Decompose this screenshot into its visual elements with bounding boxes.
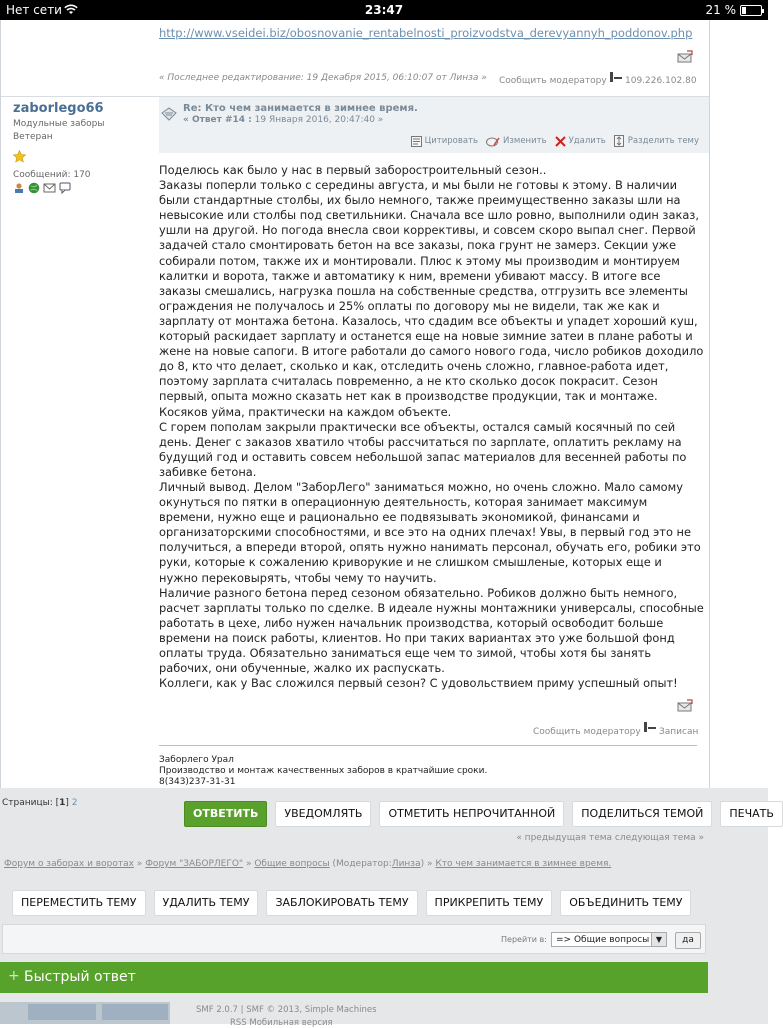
reply-button[interactable]: ОТВЕТИТЬ <box>184 801 267 827</box>
carrier-label: Нет сети <box>6 3 62 17</box>
ip-icon <box>609 71 623 83</box>
clock: 23:47 <box>364 3 404 17</box>
post-dateline <box>183 115 383 125</box>
profile-icon[interactable] <box>13 182 25 194</box>
moderator-prefix: (Модератор: <box>332 859 392 869</box>
personal-message-icon[interactable] <box>59 182 71 194</box>
post-date: 19 Января 2016, 20:47:40 » <box>254 115 384 125</box>
quote-button[interactable] <box>411 135 478 147</box>
footer-links[interactable]: RSS Мобильная версия <box>230 1018 333 1028</box>
breadcrumb-separator: » <box>136 859 143 869</box>
poster-post-count: Сообщений: 170 <box>13 170 91 180</box>
poster-contact-icons <box>13 182 153 194</box>
print-button[interactable]: ПЕЧАТЬ <box>720 801 783 827</box>
post-actions <box>411 135 699 147</box>
split-label: Разделить тему <box>627 136 699 146</box>
lock-topic-button[interactable]: ЗАБЛОКИРОВАТЬ ТЕМУ <box>266 890 417 916</box>
signature <box>159 755 487 788</box>
logged-icon <box>643 721 657 733</box>
edit-icon <box>486 136 500 147</box>
post-header <box>159 97 709 153</box>
counter-badge <box>102 1004 168 1020</box>
website-icon[interactable] <box>28 182 40 194</box>
delete-topic-button[interactable]: УДАЛИТЬ ТЕМУ <box>154 890 259 916</box>
status-bar <box>0 0 768 20</box>
battery-icon <box>740 5 762 16</box>
chevron-down-icon: ▼ <box>651 933 666 946</box>
page-link[interactable]: 2 <box>71 798 78 808</box>
quick-reply-title: Быстрый ответ <box>24 969 136 985</box>
delete-button[interactable] <box>555 135 606 147</box>
breadcrumb <box>4 859 611 869</box>
report-icon[interactable] <box>677 50 693 64</box>
notify-button[interactable]: УВЕДОМЛЯТЬ <box>275 801 371 827</box>
footer-copyright: SMF 2.0.7 | SMF © 2013, Simple Machines <box>196 1005 377 1015</box>
pagination-label: Страницы: <box>2 798 53 808</box>
ip-address[interactable]: 109.226.102.80 <box>625 76 697 86</box>
jump-to-label: Перейти в: <box>501 935 547 944</box>
quick-reply-bar[interactable] <box>0 962 708 993</box>
signature-line: Производство и монтаж качественных заборов в кратчайшие сроки. <box>159 766 488 776</box>
mark-unread-button[interactable]: ОТМЕТИТЬ НЕПРОЧИТАННОЙ <box>379 801 564 827</box>
poster-info <box>13 101 153 194</box>
forum-post <box>0 96 710 789</box>
moderator-link[interactable]: Линза <box>391 859 421 869</box>
counter-badge <box>28 1004 96 1020</box>
jump-to-bar <box>2 924 706 954</box>
move-topic-button[interactable]: ПЕРЕМЕСТИТЬ ТЕМУ <box>12 890 146 916</box>
edit-label: Изменить <box>503 136 547 146</box>
merge-topic-button[interactable]: ОБЪЕДИНИТЬ ТЕМУ <box>560 890 691 916</box>
rank-star-icon <box>13 148 153 167</box>
breadcrumb-root[interactable]: Форум о заборах и воротах <box>4 859 134 869</box>
delete-icon <box>555 136 566 147</box>
report-to-moderator-link[interactable]: Сообщить модератору <box>533 727 641 737</box>
moderation-buttons <box>12 890 691 916</box>
jump-to-selected: => Общие вопросы <box>556 935 650 945</box>
post-body: Поделюсь как было у нас в первый заборостроительный сезон.. Заказы поперли только с середины августа, и мы были не готовы к этому. В наличии были стандартные столбы, их было немного, также преимущественно заказы шли на невысокие или столбы под светильники. Сначала все шло ровно, выполнили один заказ, ушли на другой. Но погода внесла свои коррективы, и совсем скоро выпал снег. Первой задачей стало смонтировать бетон на все заказы, пока грунт не замерз. Секции уже собирали потом, также их и монтировали. Плюс к этому мы производим и монтируем калитки и ворота, также и автоматику к ним, времени убивают массу. В итоге все заказы смешались, нагрузка пошла на собственные средства, отгрузить все элементы ограждения не получалось и 25% оплаты по договору мы не видели, так же как и зарплату от монтажа бетона. Казалось, что сдадим все объекты и упадет хороший куш, который раскидает зарплату и останется еще на новые зимние затеи в плане работы и жене на новые сапоги. В итоге работали до самого нового года, число робиков доходило до 8, кто что делает, сколько и как, отследить очень сложно, главное-работа идет, поэтому зарплата считалась повременно, а не кто сколько досок покрасит. Сезон первый, опыта можно сказать нет как в производстве продукции, так и монтаже. Косяков уйма, практически на каждом объекте. С горем пополам закрыли практически все объекты, остался самый косячный по сей день. Денег с заказов хватило чтобы рассчитаться по зарплате, оплатить рекламу на будущий год и оставить совсем небольшой запас материалов для весенней работы по забивке бетона. Личный вывод. Делом "ЗаборЛего" заниматься можно, но очень сложно. Мало самому окунуться по пятки в операционную деятельность, которая занимает максимум времени, нужно еще и рационально ее подвязывать экономикой, финансами и организаторскими способностями, и все это на одних плечах! Увы, в первый год это не получиться, а впереди второй, опять нужно нанимать персонал, обучать его, робики это руки, которые к сожалению криворукие и не слишком смышленые, которых еще и нужно перековырять, чтобы чему то научить. Наличие разного бетона перед сезоном обязательно. Робиков должно быть немного, расчет зарплаты только по сделке. В идеале нужны монтажники универсалы, способные работать в цехе, либо нужен начальник производства, который освободит больше времени на поиск работы, клиентов. Но при таких вариантах это уже большой фонд оплаты труда. Обязательно заниматься еще чем то зимой, чтобы хотя бы занять рабочих, они обученные, жалко их распускать. Коллеги, как у Вас сложился первый сезон? С удовольствием приму успешный опыт! <box>159 163 704 691</box>
current-page: 1 <box>59 798 66 808</box>
post-topic-icon <box>161 107 177 121</box>
post-subject-link[interactable]: Re: Кто чем занимается в зимнее время. <box>183 103 418 114</box>
signature-line: Заборлего Урал <box>159 755 234 765</box>
report-icon[interactable] <box>677 699 693 713</box>
post-number: « Ответ #14 : <box>183 115 252 125</box>
poster-name[interactable]: zaborlego66 <box>13 101 104 116</box>
poster-title: Модульные заборы <box>13 119 105 129</box>
split-topic-button[interactable] <box>614 135 699 147</box>
previous-post <box>0 20 710 96</box>
topic-navigation[interactable]: « предыдущая тема следующая тема » <box>516 833 704 843</box>
topic-action-buttons <box>184 801 783 827</box>
moderator-suffix: ) <box>420 859 425 869</box>
previous-post-link[interactable]: http://www.vseidei.biz/obosnovanie_rentabelnosti_proizvodstva_derevyannyh_poddonov.php <box>159 26 693 40</box>
logged-label: Записан <box>659 727 699 737</box>
delete-label: Удалить <box>568 136 606 146</box>
last-edit-note: « Последнее редактирование: 19 Декабря 2015, 06:10:07 от Линза » <box>159 73 487 83</box>
breadcrumb-board[interactable]: Форум "ЗАБОРЛЕГО" <box>145 859 244 869</box>
edit-button[interactable] <box>486 135 547 147</box>
pin-topic-button[interactable]: ПРИКРЕПИТЬ ТЕМУ <box>426 890 553 916</box>
pagination: Страницы: [1] 2 <box>2 798 78 808</box>
battery-percent: 21 % <box>705 3 736 17</box>
breadcrumb-topic[interactable]: Кто чем занимается в зимнее время. <box>435 859 612 869</box>
email-icon[interactable] <box>43 182 56 194</box>
jump-go-button[interactable]: да <box>675 932 701 949</box>
quote-icon <box>411 136 422 147</box>
breadcrumb-separator: » <box>427 859 433 869</box>
signature-line: 8(343)237-31-31 <box>159 777 236 787</box>
breadcrumb-subboard[interactable]: Общие вопросы <box>254 859 330 869</box>
expand-plus-icon: + <box>8 968 20 984</box>
share-topic-button[interactable]: ПОДЕЛИТЬСЯ ТЕМОЙ <box>572 801 712 827</box>
signature-divider <box>159 745 697 746</box>
split-icon <box>614 135 625 147</box>
quote-label: Цитировать <box>424 136 479 146</box>
site-footer <box>0 993 768 1028</box>
topic-footer-area <box>0 788 774 1028</box>
poster-rank: Ветеран <box>13 132 53 142</box>
jump-to-select[interactable] <box>551 932 667 947</box>
report-to-moderator-link[interactable]: Сообщить модератору <box>499 76 607 86</box>
counter-badges <box>0 1002 170 1024</box>
breadcrumb-separator: » <box>245 859 252 869</box>
